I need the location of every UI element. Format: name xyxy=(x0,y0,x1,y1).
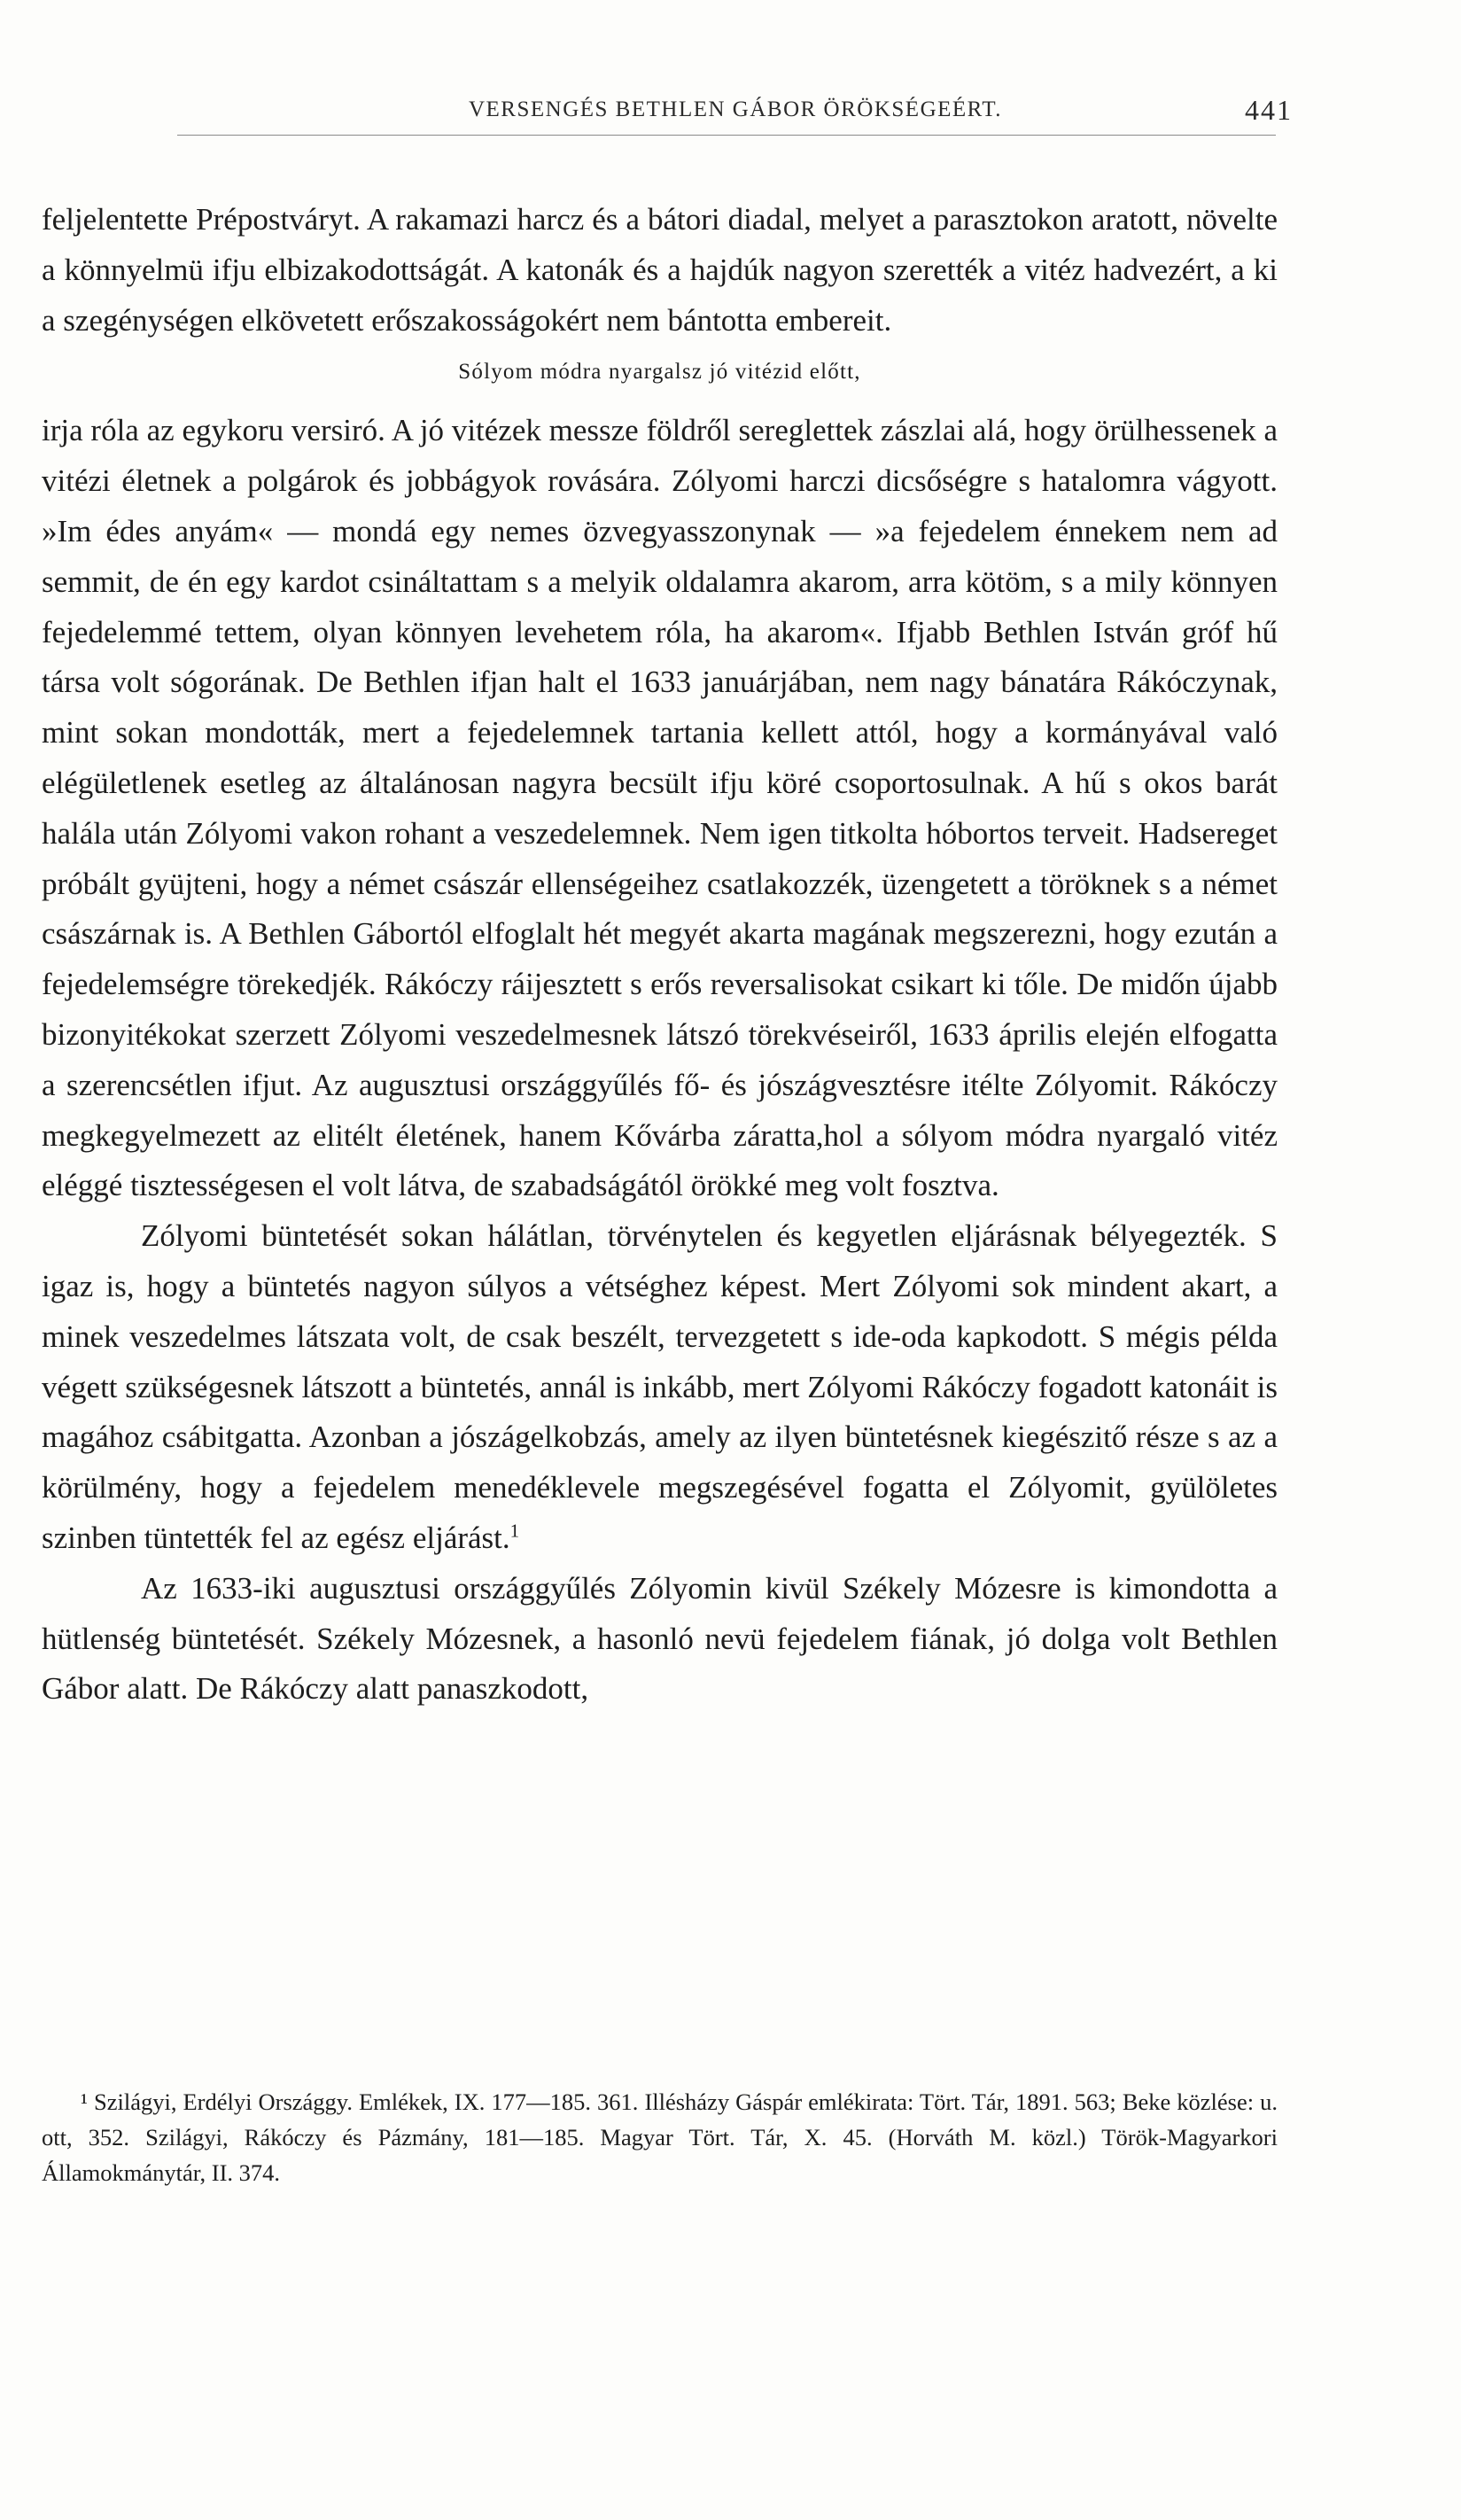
footnote-reference: 1 xyxy=(509,1520,520,1542)
paragraph-3-text: Zólyomi büntetését sokan hálátlan, törvénytelen és kegyetlen eljárásnak bélyegezték. S igaz is, hogy a büntetés nagyon súlyos a vétséghez képest. Mert Zólyomi sok mindent akart, a minek veszedelmes látszata volt, de csak beszélt, tervezgetett s ide-oda kapkodott. S mégis példa végett szükségesnek látszott a büntetés, annál is inkább, mert Zólyomi Rákóczy fogadott katonáit is magához csábitgatta. Azonban a jószágelkobzás, amely az ilyen büntetésnek kiegészitő része s az a körülmény, hogy a fejedelem menedéklevele megszegésével fogatta el Zólyomit, gyülöletes szinben tüntették fel az egész eljárást. xyxy=(42,1218,1278,1555)
paragraph-1: feljelentette Prépostváryt. A rakamazi harcz és a bátori diadal, melyet a parasztokon aratott, növelte a könnyelmü ifju elbizakodottságát. A katonák és a hajdúk nagyon szerették a vitéz hadvezért, a ki a szegénységen elkövetett erőszakosságokért nem bántotta embereit. xyxy=(42,202,1278,338)
main-text xyxy=(42,195,1278,1715)
paragraph-4: Az 1633-iki augusztusi országgyűlés Zólyomin kivül Székely Mózesre is kimondotta a hütlenség büntetését. Székely Mózesnek, a hasonló nevü fejedelem fiának, jó dolga volt Bethlen Gábor alatt. De Rákóczy alatt panaszkodott, xyxy=(42,1570,1278,1707)
running-title: VERSENGÉS BETHLEN GÁBOR ÖRÖKSÉGEÉRT. xyxy=(468,97,1003,121)
footnote-marker: ¹ xyxy=(81,2088,88,2115)
verse-quote: Sólyom módra nyargalsz jó vitézid előtt, xyxy=(458,360,861,385)
footnote-text: Szilágyi, Erdélyi Országgy. Emlékek, IX. 177—185. 361. Illésházy Gáspár emlékirata: Tört. Tár, 1891. 563; Beke közlése: u. ott, 352. Szilágyi, Rákóczy és Pázmány, 181—185. Magyar Tört. Tár, X. 45. (Horváth M. közl.) Török-Magyarkori Államokmánytár, II. 374. xyxy=(42,2088,1278,2186)
header-rule xyxy=(177,135,1276,136)
paragraph-3 xyxy=(42,1211,1278,1564)
footnote-1 xyxy=(42,2084,1278,2190)
footnotes xyxy=(42,2084,1278,2190)
paragraph-2: irja róla az egykoru versiró. A jó vitézek messze földről sereglettek zászlai alá, hogy örülhessenek a vitézi életnek a polgárok és jobbágyok rovására. Zólyomi harczi dicsőségre s hatalomra vágyott. »Im édes anyám« — mondá egy nemes özvegyasszonynak — »a fejedelem énnekem nem ad semmit, de én egy kardot csináltattam s a melyik oldalamra akarom, arra kötöm, s a mily könnyen fejedelemmé tettem, olyan könnyen levehetem róla, ha akarom«. Ifjabb Bethlen István gróf hű társa volt sógorának. De Bethlen ifjan halt el 1633 januárjában, nem nagy bánatára Rákóczynak, mint sokan mondották, mert a fejedelemnek tartania kellett attól, hogy a kormányával való elégületlenek esetleg az általánosan nagyra becsült ifju köré csoportosulnak. A hű s okos barát halála után Zólyomi vakon rohant a veszedelemnek. Nem igen titkolta hóbortos terveit. Hadsereget próbált gyüjteni, hogy a német császár ellenségeihez csatlakozzék, üzengetett a töröknek s a német császárnak is. A Bethlen Gábortól elfoglalt hét megyét akarta magának megszerezni, hogy ezután a fejedelemségre törekedjék. Rákóczy ráijesztett s erős reversalisokat csikart ki tőle. De midőn újabb bizonyitékokat szerzett Zólyomi veszedelmesnek látszó törekvéseiről, 1633 április elején elfogatta a szerencsétlen ifjut. Az augusztusi országgyűlés fő- és jószágvesztésre itélte Zólyomit. Rákóczy megkegyelmezett az elitélt életének, hanem Kővárba záratta,hol a sólyom módra nyargaló vitéz eléggé tisztességesen el volt látva, de szabadságától örökké meg volt fosztva. xyxy=(42,413,1278,1203)
page-number: 441 xyxy=(1245,94,1293,126)
